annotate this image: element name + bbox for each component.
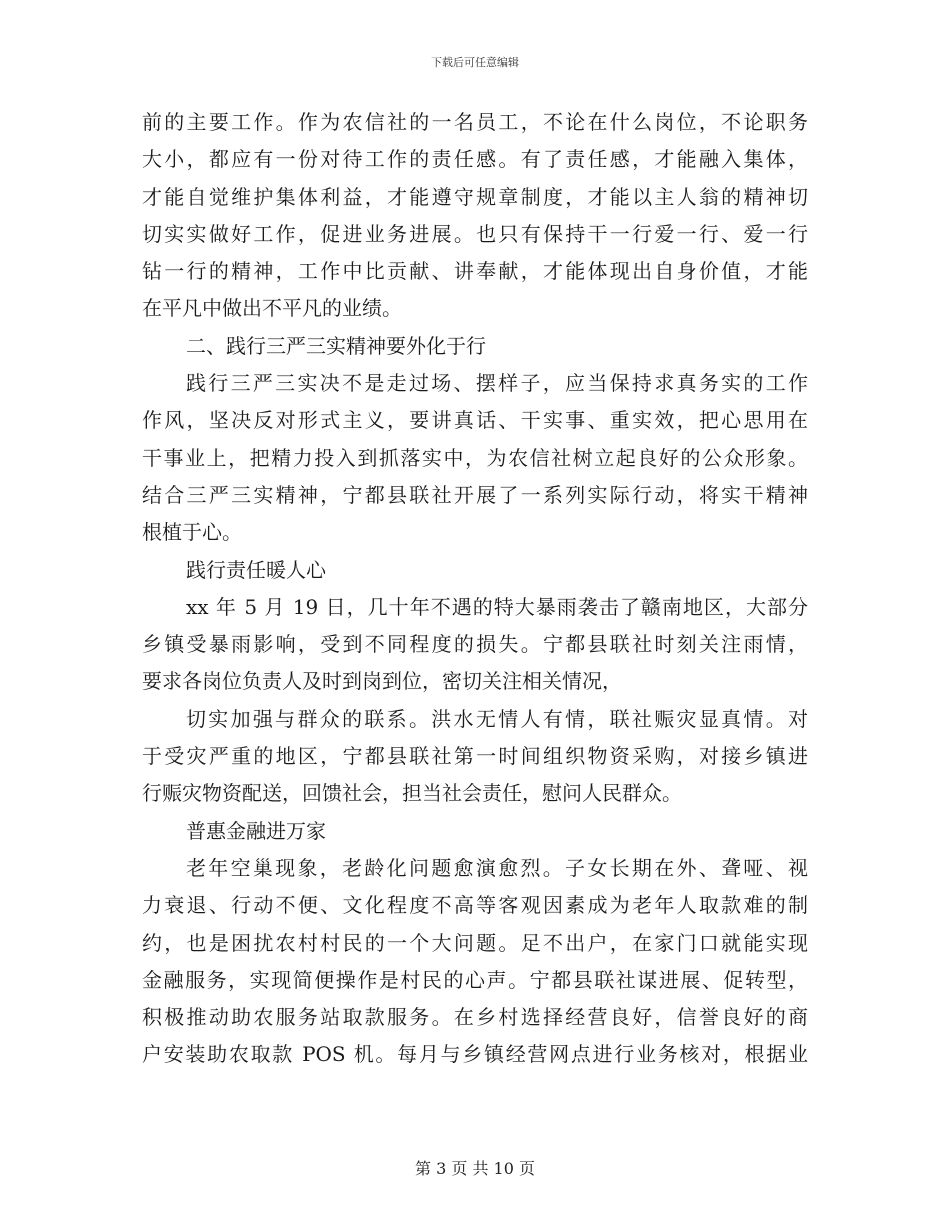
text-line: 乡镇受暴雨影响，受到不同程度的损失。宁都县联社时刻关注雨情， (142, 632, 808, 657)
subsection-heading: 普惠金融进万家 (186, 818, 326, 843)
text-line: 作风，坚决反对形式主义，要讲真话、干实事、重实效，把心思用在 (142, 408, 808, 433)
text-line: 结合三严三实精神，宁都县联社开展了一系列实际行动，将实干精神 (142, 482, 808, 507)
subsection-heading: 践行责任暖人心 (186, 557, 326, 582)
text-line: 要求各岗位负责人及时到岗到位，密切关注相关情况， (142, 669, 622, 694)
text-line: 老年空巢现象，老龄化问题愈演愈烈。子女长期在外、聋哑、视 (186, 855, 808, 880)
body-text (142, 104, 808, 1074)
text-line: xx 年 5 月 19 日，几十年不遇的特大暴雨袭击了赣南地区，大部分 (186, 594, 808, 619)
text-line: 于受灾严重的地区，宁都县联社第一时间组织物资采购，对接乡镇进 (142, 744, 808, 769)
section-heading: 二、践行三严三实精神要外化于行 (186, 333, 486, 358)
text-line: 金融服务，实现简便操作是村民的心声。宁都县联社谋进展、促转型， (142, 967, 808, 992)
page-footer: 第 3 页 共 10 页 (415, 1159, 535, 1178)
text-line: 大小，都应有一份对待工作的责任感。有了责任感，才能融入集体， (142, 147, 808, 172)
text-line: 积极推动助农服务站取款服务。在乡村选择经营良好，信誉良好的商 (142, 1005, 808, 1030)
text-line: 钻一行的精神，工作中比贡献、讲奉献，才能体现出自身价值，才能 (142, 259, 808, 284)
text-line: 行赈灾物资配送，回馈社会，担当社会责任，慰问人民群众。 (142, 781, 682, 806)
text-line: 约，也是困扰农村村民的一个大问题。足不出户，在家门口就能实现 (142, 930, 808, 955)
text-line: 才能自觉维护集体利益，才能遵守规章制度，才能以主人翁的精神切 (142, 184, 808, 209)
text-line: 切实加强与群众的联系。洪水无情人有情，联社赈灾显真情。对 (186, 706, 808, 731)
text-line: 户安装助农取款 POS 机。每月与乡镇经营网点进行业务核对，根据业 (142, 1042, 808, 1067)
text-line: 前的主要工作。作为农信社的一名员工，不论在什么岗位，不论职务 (142, 110, 808, 134)
text-line: 切实实做好工作，促进业务进展。也只有保持干一行爱一行、爱一行 (142, 221, 808, 246)
text-line: 在平凡中做出不平凡的业绩。 (142, 296, 402, 321)
text-line: 根植于心。 (142, 520, 242, 545)
text-line: 力衰退、行动不便、文化程度不高等客观因素成为老年人取款难的制 (142, 893, 808, 918)
text-line: 干事业上，把精力投入到抓落实中，为农信社树立起良好的公众形象。 (142, 445, 808, 470)
text-line: 践行三严三实决不是走过场、摆样子，应当保持求真务实的工作 (186, 371, 808, 396)
page-header: 下载后可任意编辑 (431, 56, 519, 69)
